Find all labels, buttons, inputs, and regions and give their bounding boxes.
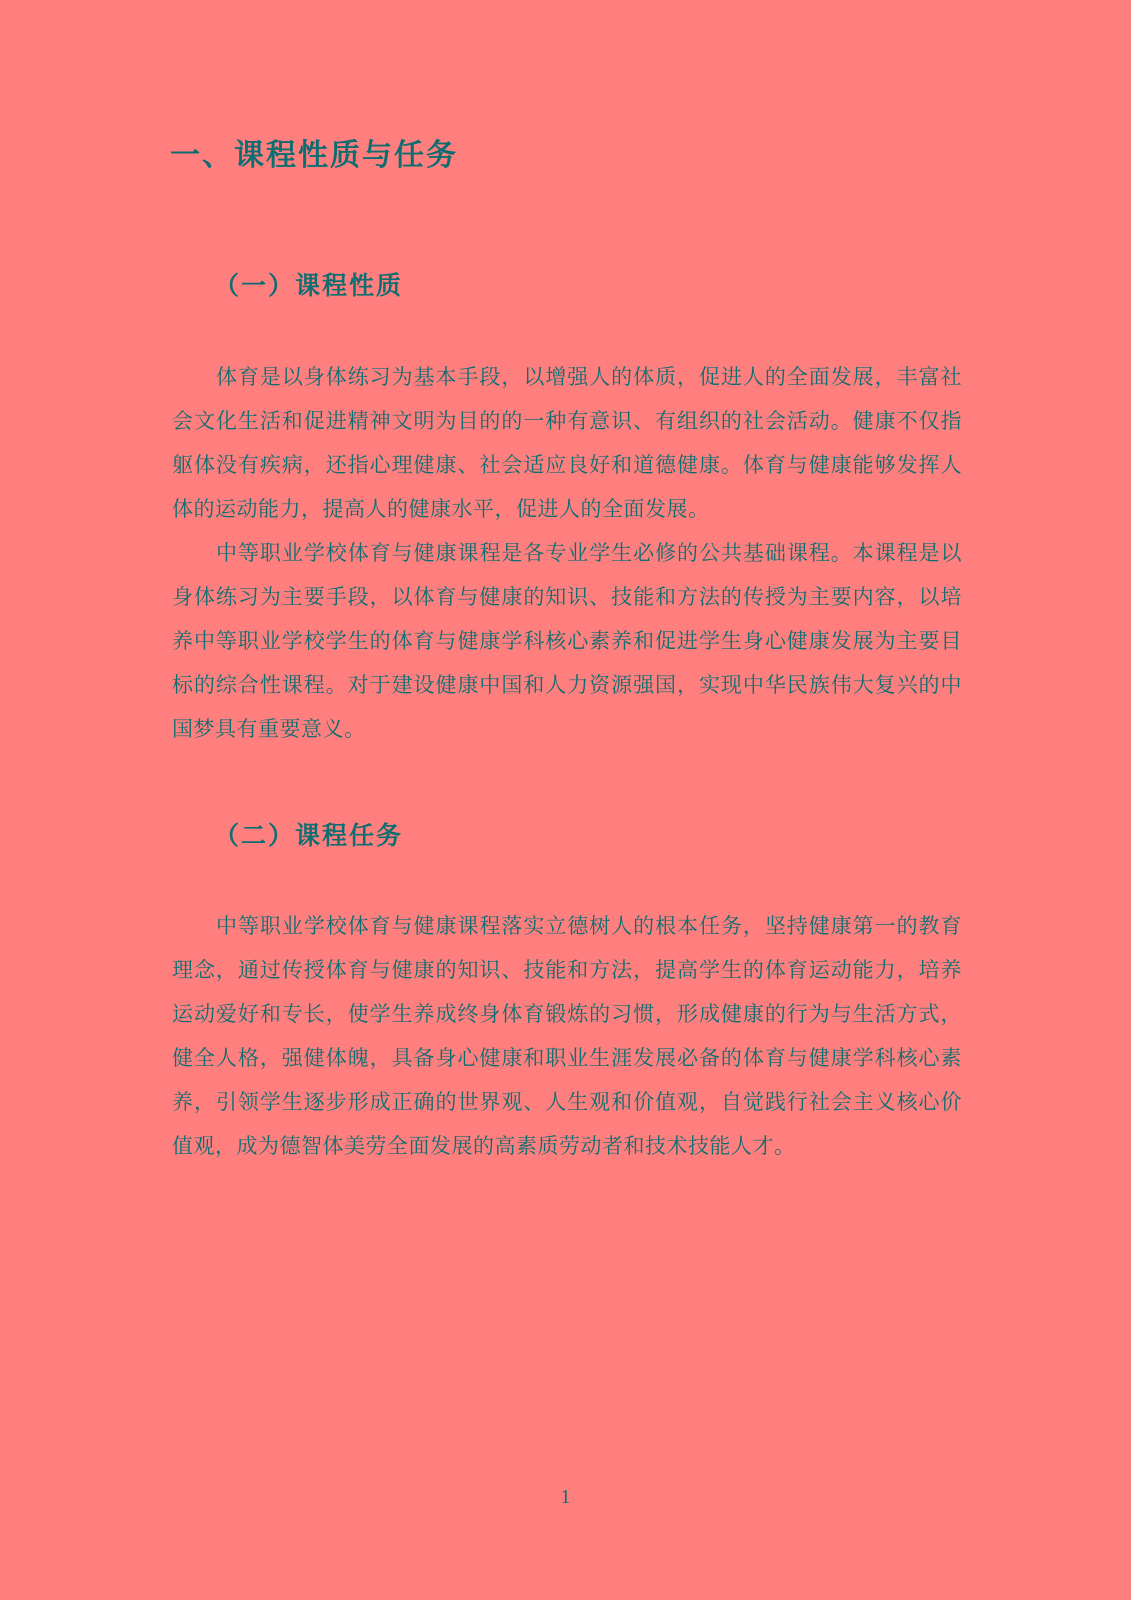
section-heading-tasks: （二）课程任务 (214, 821, 404, 850)
paragraph: 中等职业学校体育与健康课程是各专业学生必修的公共基础课程。本课程是以身体练习为主要手段，以体育与健康的知识、技能和方法的传授为主要内容，以培养中等职业学校学生的体育与健康学科核心素养和促进学生身心健康发展为主要目标的综合性课程。对于建设健康中国和人力资源强国，实现中华民族伟大复兴的中国梦具有重要意义。 (172, 541, 962, 741)
paragraph: 体育是以身体练习为基本手段，以增强人的体质，促进人的全面发展，丰富社会文化生活和促进精神文明为目的的一种有意识、有组织的社会活动。健康不仅指躯体没有疾病，还指心理健康、社会适应良好和道德健康。体育与健康能够发挥人体的运动能力，提高人的健康水平，促进人的全面发展。 (172, 365, 962, 521)
page-title: 一、课程性质与任务 (170, 138, 458, 173)
section-body-nature (172, 355, 962, 751)
section-body-tasks (172, 904, 962, 1168)
section-heading-nature: （一）课程性质 (214, 271, 404, 300)
page-number: 1 (560, 1486, 571, 1508)
paragraph: 中等职业学校体育与健康课程落实立德树人的根本任务，坚持健康第一的教育理念，通过传授体育与健康的知识、技能和方法，提高学生的体育运动能力，培养运动爱好和专长，使学生养成终身体育锻炼的习惯，形成健康的行为与生活方式，健全人格，强健体魄，具备身心健康和职业生涯发展必备的体育与健康学科核心素养，引领学生逐步形成正确的世界观、人生观和价值观，自觉践行社会主义核心价值观，成为德智体美劳全面发展的高素质劳动者和技术技能人才。 (172, 914, 962, 1158)
